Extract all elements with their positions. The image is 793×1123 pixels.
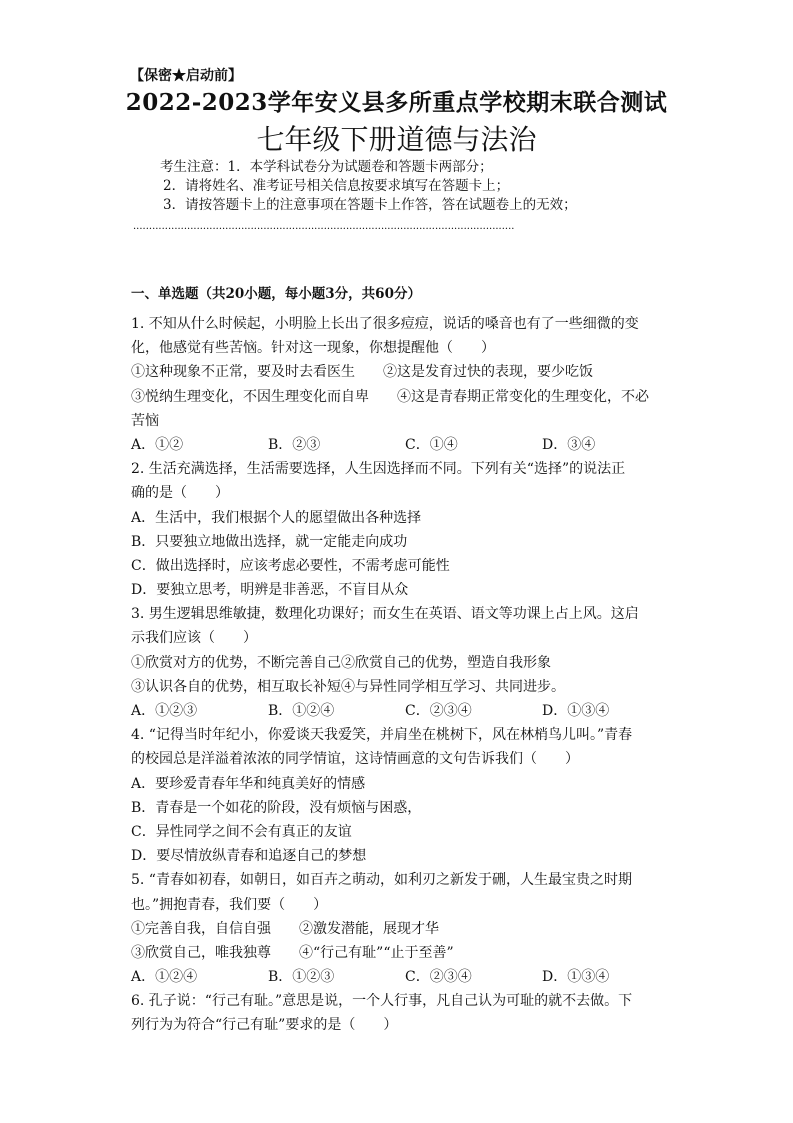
option-line: C．异性同学之间不会有真正的友谊 <box>131 823 352 840</box>
question-line: 2. 生活充满选择，生活需要选择，人生因选择而不同。下列有关“选择”的说法正 <box>131 461 626 478</box>
option-a: A．①② <box>131 436 184 453</box>
question-line: 4. “记得当时年纪小，你爱谈天我爱笑，并肩坐在桃树下，风在林梢鸟儿叫。”青春 <box>131 727 633 744</box>
question-line: 化，他感觉有些苦恼。针对这一现象，你想提醒他（ ） <box>131 340 495 357</box>
question-2 <box>131 457 679 602</box>
question-line: 示我们应该（ ） <box>131 630 257 647</box>
notice-line-1: 考生注意：1．本学科试卷分为试题卷和答题卡两部分； <box>160 159 493 175</box>
question-line: 列行为为符合“行己有耻”要求的是（ ） <box>131 1017 398 1034</box>
answer-options <box>131 699 679 723</box>
option-line: A．生活中，我们根据个人的愿望做出各种选择 <box>131 509 422 526</box>
question-section <box>131 282 679 1038</box>
option-d: D．③④ <box>542 436 596 453</box>
question-4 <box>131 723 679 868</box>
answer-options <box>131 965 679 989</box>
option-a: A．①②④ <box>131 969 198 986</box>
question-line: ①完善自我，自信自强 ②激发潜能，展现才华 <box>131 920 439 937</box>
confidential-mark: 【保密★启动前】 <box>130 68 242 84</box>
question-line: ③悦纳生理变化，不因生理变化而自卑 ④这是青春期正常变化的生理变化，不必 <box>131 388 649 405</box>
question-line: 也。”拥抱青春，我们要（ ） <box>131 896 328 913</box>
option-b: B．①②④ <box>268 703 335 719</box>
section-heading: 一、单选题（共20小题，每小题3分，共60分） <box>131 286 421 302</box>
option-line: B．青春是一个如花的阶段，没有烦恼与困惑， <box>131 799 422 816</box>
option-line: D．要独立思考，明辨是非善恶，不盲目从众 <box>131 582 409 599</box>
question-line: ③认识各自的优势，相互取长补短④与异性同学相互学习、共同进步。 <box>131 678 565 695</box>
question-1 <box>131 312 679 457</box>
question-3 <box>131 602 679 723</box>
option-line: C．做出选择时，应该考虑必要性，不需考虑可能性 <box>131 557 450 574</box>
option-d: D．①③④ <box>542 703 610 719</box>
notice-line-2: 2．请将姓名、准考证号相关信息按要求填写在答题卡上； <box>163 178 510 194</box>
dotted-separator: ························································································································ <box>133 224 515 235</box>
option-b: B．①②③ <box>268 969 335 986</box>
question-line: ①这种现象不正常，要及时去看医生 ②这是发育过快的表现，要少吃饭 <box>131 364 593 381</box>
option-b: B．②③ <box>268 436 321 453</box>
question-line: ③欣赏自己，唯我独尊 ④“行己有耻”“止于至善” <box>131 944 454 961</box>
question-line: ①欣赏对方的优势，不断完善自己②欣赏自己的优势，塑造自我形象 <box>131 654 551 671</box>
option-line: B．只要独立地做出选择，就一定能走向成功 <box>131 533 408 550</box>
option-line: D．要尽情放纵青春和追逐自己的梦想 <box>131 848 367 865</box>
question-line: 6. 孔子说：“行己有耻。”意思是说，一个人行事，凡自己认为可耻的就不去做。下 <box>131 993 633 1010</box>
option-a: A．①②③ <box>131 703 198 719</box>
option-c: C．②③④ <box>405 703 472 719</box>
question-line: 1. 不知从什么时候起，小明脸上长出了很多痘痘，说话的嗓音也有了一些细微的变 <box>131 316 639 332</box>
exam-title: 2022-2023学年安义县多所重点学校期末联合测试 <box>125 89 668 116</box>
option-line: A．要珍爱青春年华和纯真美好的情感 <box>131 775 366 792</box>
question-line: 确的是（ ） <box>131 485 229 502</box>
question-line: 苦恼 <box>131 412 159 429</box>
question-line: 的校园总是洋溢着浓浓的同学情谊，这诗情画意的文句告诉我们（ ） <box>131 751 579 768</box>
question-line: 5. “青春如初春，如朝日，如百卉之萌动，如利刃之新发于硎，人生最宝贵之时期 <box>131 872 632 889</box>
option-d: D．①③④ <box>542 969 610 986</box>
subject-title: 七年级下册道德与法治 <box>256 123 537 156</box>
option-c: C．②③④ <box>405 969 472 986</box>
question-5 <box>131 868 679 989</box>
answer-options <box>131 433 679 457</box>
option-c: C．①④ <box>405 436 458 453</box>
question-line: 3. 男生逻辑思维敏捷，数理化功课好；而女生在英语、语文等功课上占上风。这启 <box>131 606 639 623</box>
question-6 <box>131 989 679 1037</box>
notice-line-3: 3．请按答题卡上的注意事项在答题卡上作答，答在试题卷上的无效； <box>163 197 577 213</box>
